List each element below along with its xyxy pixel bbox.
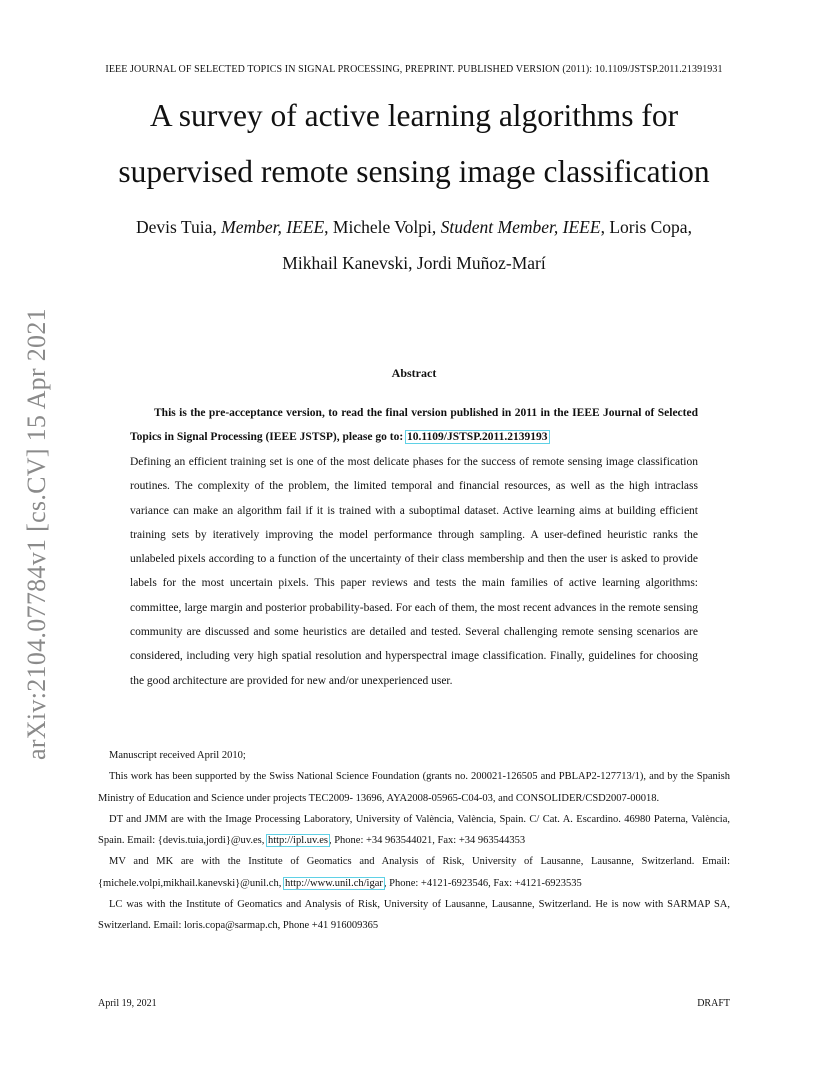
note-mv-contact: , Phone: +4121-6923546, Fax: +4121-6923535: [383, 877, 582, 889]
author-tuia: Devis Tuia,: [136, 217, 217, 237]
note-received: Manuscript received April 2010;: [109, 750, 246, 761]
author-volpi: , Michele Volpi,: [324, 217, 437, 237]
abstract-heading: Abstract: [391, 366, 437, 380]
doi-link[interactable]: 10.1109/JSTSP.2011.2139193: [407, 431, 548, 444]
arxiv-identifier: arXiv:2104.07784v1 [cs.CV] 15 Apr 2021: [22, 308, 51, 760]
author-copa: , Loris Copa,: [600, 217, 692, 237]
abstract-body: Defining an efficient training set is one of the most delicate phases for the success of remote sensing image classification routines. The complexity of the problem, the limited temporal and financial resources, as well as the high intraclass variance can make an algorithm fail if it is trained with a suboptimal dataset. Active learning aims at building efficient training sets by iteratively improving the model performance through sampling. A user-defined heuristic ranks the unlabeled pixels according to a function of the uncertainty of their class membership and then the user is asked to provide labels for the most uncertain pixels. This paper reviews and tests the main families of active learning algorithms: committee, large margin and posterior probability-based. For each of them, the most recent advances in the remote sensing community are discussed and some heuristics are detailed and tested. Several challenging remote sensing scenarios are considered, including very high spatial resolution and hyperspectral image classification. Finally, guidelines for choosing the good architecture are provided for new and/or unexperienced user.: [130, 456, 698, 687]
note-affiliation-mv: [98, 851, 730, 894]
note-dt-text: DT and JMM are with the Image Processing Laboratory, University of València, València, Spain. C/ Cat. A. Escardino. 46980 Paterna, València, Spain. Email: {devis.tuia,jordi}@uv.es,: [98, 813, 730, 847]
paper-title-line-1: A survey of active learning algorithms for: [149, 98, 679, 133]
footer-date: April 19, 2021: [98, 998, 157, 1009]
author-list-line-2: Mikhail Kanevski, Jordi Muñoz-Marí: [282, 253, 546, 273]
abstract-notice: [130, 401, 698, 450]
igar-link[interactable]: http://www.unil.ch/igar: [284, 877, 383, 889]
author-list-line-1: [0, 212, 828, 242]
paper-title-line-2: supervised remote sensing image classification: [118, 154, 710, 189]
footer-status: DRAFT: [697, 998, 730, 1009]
author-volpi-role: Student Member, IEEE: [440, 217, 601, 237]
ipl-link[interactable]: http://ipl.uv.es: [267, 835, 328, 847]
abstract-notice-text: This is the pre-acceptance version, to read the final version published in 2011 in the IEEE Journal of Selected Topics in Signal Processing (IEEE JSTSP), please go to:: [130, 407, 698, 444]
note-dt-contact: , Phone: +34 963544021, Fax: +34 963544353: [328, 835, 526, 847]
note-affiliation-lc: LC was with the Institute of Geomatics and Analysis of Risk, University of Lausanne, Lausanne, Switzerland. He is now with SARMAP SA, Switzerland. Email: loris.copa@sarmap.ch, Phone +41 916009365: [98, 899, 730, 932]
note-funding: This work has been supported by the Swiss National Science Foundation (grants no. 200021-126505 and PBLAP2-127713/1), and by the Spanish Ministry of Education and Science under projects TEC2009- 13696, AYA2008-05965-C04-03, and CONSOLIDER/CSD2007-00018.: [98, 771, 730, 804]
footnotes: [98, 745, 730, 937]
note-affiliation-dt: [98, 809, 730, 852]
author-tuia-role: Member, IEEE: [221, 217, 325, 237]
note-mv-text: MV and MK are with the Institute of Geomatics and Analysis of Risk, University of Lausanne, Lausanne, Switzerland. Email: {michele.volpi,mikhail.kanevski}@unil.ch,: [98, 856, 730, 889]
running-head: IEEE JOURNAL OF SELECTED TOPICS IN SIGNAL PROCESSING, PREPRINT. PUBLISHED VERSION (2011): 10.1109/JSTSP.2011.21391931: [105, 64, 723, 75]
